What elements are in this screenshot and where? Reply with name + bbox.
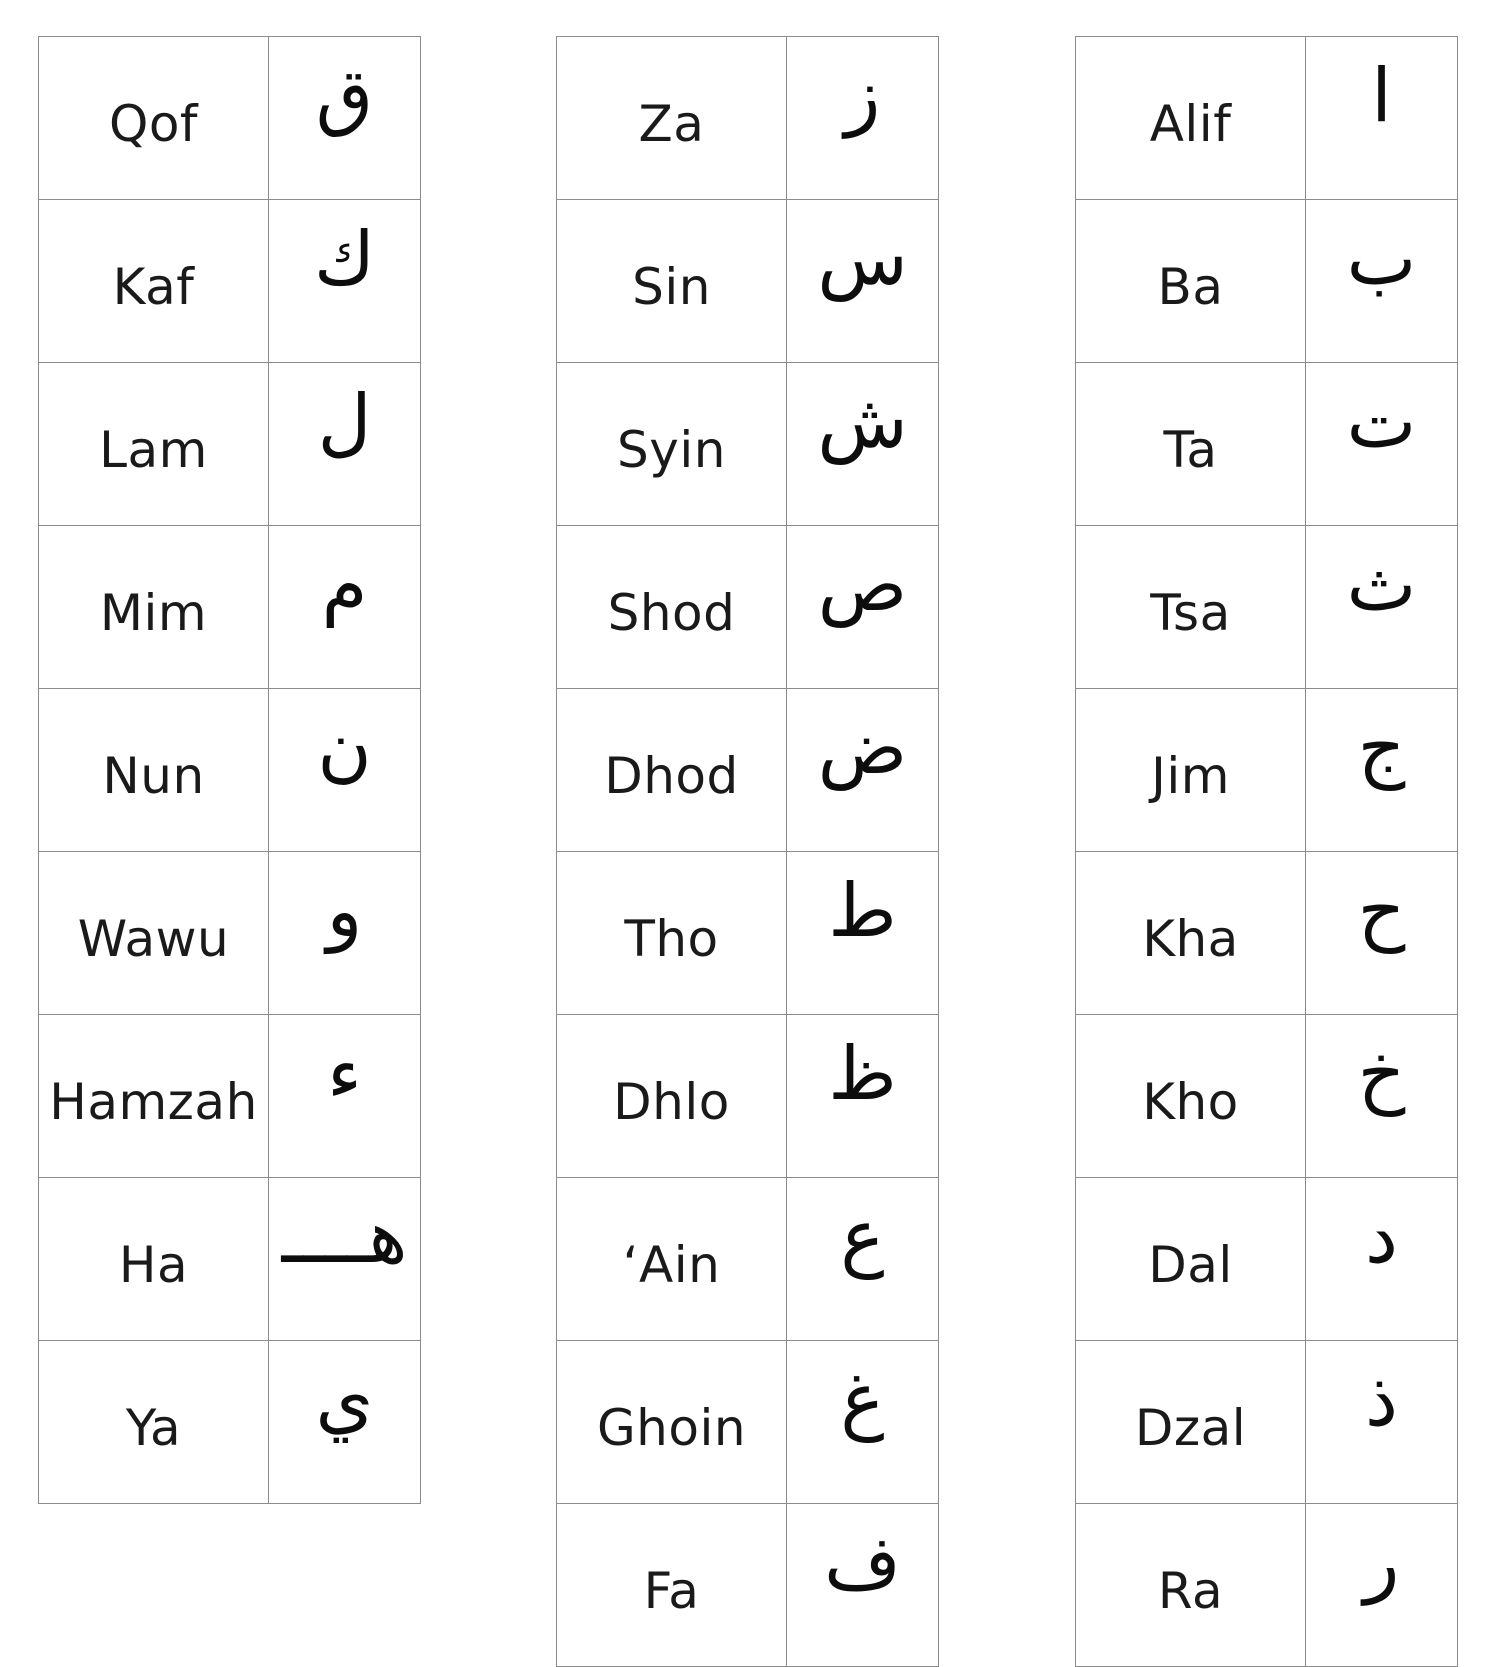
arabic-letter: ت	[1346, 379, 1417, 465]
arabic-letter: ر	[1363, 1520, 1400, 1606]
letter-name: ‘Ain	[557, 1178, 787, 1341]
letter-name: Alif	[1076, 37, 1306, 200]
arabic-letter-cell	[269, 200, 421, 363]
letter-row	[557, 363, 939, 526]
arabic-letter-cell	[787, 37, 939, 200]
letter-name: Nun	[39, 689, 269, 852]
letter-row	[557, 689, 939, 852]
letter-name: Ta	[1076, 363, 1306, 526]
arabic-letter: ظ	[828, 1031, 897, 1117]
letter-row	[39, 200, 421, 363]
letter-name: Kho	[1076, 1015, 1306, 1178]
letter-row	[1076, 1015, 1458, 1178]
letter-name: Hamzah	[39, 1015, 269, 1178]
arabic-letter: ذ	[1365, 1357, 1398, 1443]
arabic-letter-cell	[1306, 852, 1458, 1015]
letter-row	[39, 852, 421, 1015]
letter-row	[39, 1015, 421, 1178]
arabic-letter: ز	[844, 53, 881, 139]
arabic-letter-cell	[1306, 37, 1458, 200]
letter-name: Lam	[39, 363, 269, 526]
arabic-letter: ق	[315, 53, 374, 139]
letter-row	[557, 1178, 939, 1341]
arabic-letter: ب	[1346, 216, 1417, 302]
letter-name: Ghoin	[557, 1341, 787, 1504]
letter-row	[1076, 37, 1458, 200]
arabic-letter: ء	[327, 1031, 362, 1117]
arabic-letter-cell	[269, 1341, 421, 1504]
arabic-letter-cell	[787, 852, 939, 1015]
letter-row	[557, 1504, 939, 1667]
arabic-letter-cell	[1306, 1341, 1458, 1504]
letter-name: Sin	[557, 200, 787, 363]
arabic-letter: ي	[315, 1357, 374, 1443]
letter-name: Dal	[1076, 1178, 1306, 1341]
letter-row	[557, 37, 939, 200]
arabic-letter-cell	[1306, 526, 1458, 689]
letter-row	[1076, 1341, 1458, 1504]
arabic-letter: م	[321, 542, 368, 628]
arabic-letter: ن	[317, 705, 372, 791]
letter-name: Ra	[1076, 1504, 1306, 1667]
arabic-letter-cell	[1306, 689, 1458, 852]
arabic-letter-cell	[787, 526, 939, 689]
arabic-letter: ش	[817, 379, 908, 465]
arabic-letter-cell	[787, 200, 939, 363]
arabic-letter: غ	[840, 1357, 885, 1443]
arabic-letter: ا	[1371, 53, 1392, 139]
arabic-letter-cell	[1306, 1504, 1458, 1667]
letter-name: Dzal	[1076, 1341, 1306, 1504]
arabic-letter-cell	[269, 852, 421, 1015]
letter-row	[557, 200, 939, 363]
arabic-letter-cell	[787, 1504, 939, 1667]
letter-name: Kaf	[39, 200, 269, 363]
arabic-letter: ث	[1346, 542, 1417, 628]
letter-table-middle	[556, 36, 939, 1667]
arabic-letter-cell	[269, 37, 421, 200]
letter-table-right	[1075, 36, 1458, 1667]
letter-name: Ha	[39, 1178, 269, 1341]
letter-row	[557, 526, 939, 689]
arabic-letter: ج	[1357, 705, 1406, 791]
arabic-letter: ص	[817, 542, 908, 628]
letter-name: Shod	[557, 526, 787, 689]
arabic-letter-cell	[1306, 1015, 1458, 1178]
arabic-letter-cell	[1306, 200, 1458, 363]
letter-name: Qof	[39, 37, 269, 200]
letter-row	[557, 1341, 939, 1504]
letter-row	[1076, 852, 1458, 1015]
letter-row	[39, 37, 421, 200]
arabic-letter: هــــ	[281, 1194, 408, 1280]
letter-row	[39, 526, 421, 689]
letter-name: Ya	[39, 1341, 269, 1504]
letter-name: Tho	[557, 852, 787, 1015]
arabic-letter-cell	[269, 1178, 421, 1341]
letter-row	[39, 1178, 421, 1341]
arabic-letter-cell	[269, 363, 421, 526]
arabic-letter-cell	[787, 689, 939, 852]
arabic-letter: خ	[1357, 1031, 1406, 1117]
arabic-letter: و	[326, 868, 363, 954]
arabic-letter-cell	[1306, 1178, 1458, 1341]
arabic-letter-cell	[269, 689, 421, 852]
arabic-letter: ط	[828, 868, 897, 954]
letter-name: Jim	[1076, 689, 1306, 852]
letter-name: Fa	[557, 1504, 787, 1667]
arabic-letter: ض	[817, 705, 908, 791]
arabic-letter-cell	[787, 1015, 939, 1178]
letter-row	[1076, 363, 1458, 526]
letter-row	[1076, 1504, 1458, 1667]
arabic-letter: د	[1365, 1194, 1398, 1280]
letter-row	[1076, 689, 1458, 852]
letter-table-left	[38, 36, 421, 1504]
letter-name: Za	[557, 37, 787, 200]
arabic-letter: س	[817, 216, 908, 302]
arabic-letter-cell	[787, 1341, 939, 1504]
letter-row	[39, 689, 421, 852]
letter-row	[1076, 526, 1458, 689]
arabic-letter-cell	[269, 526, 421, 689]
letter-name: Dhod	[557, 689, 787, 852]
arabic-letter: ك	[314, 216, 375, 302]
letter-row	[557, 1015, 939, 1178]
arabic-letter: ف	[824, 1520, 901, 1606]
arabic-letter-cell	[787, 1178, 939, 1341]
letter-row	[557, 852, 939, 1015]
letter-row	[39, 363, 421, 526]
letter-name: Syin	[557, 363, 787, 526]
letter-name: Dhlo	[557, 1015, 787, 1178]
letter-name: Kha	[1076, 852, 1306, 1015]
letter-name: Wawu	[39, 852, 269, 1015]
letter-name: Ba	[1076, 200, 1306, 363]
arabic-letter: ع	[840, 1194, 885, 1280]
letter-name: Mim	[39, 526, 269, 689]
letter-row	[1076, 200, 1458, 363]
arabic-letter: ل	[317, 379, 372, 465]
arabic-letter-cell	[269, 1015, 421, 1178]
letter-name: Tsa	[1076, 526, 1306, 689]
letter-row	[39, 1341, 421, 1504]
arabic-letter: ح	[1357, 868, 1406, 954]
arabic-letter-cell	[787, 363, 939, 526]
letter-row	[1076, 1178, 1458, 1341]
arabic-letter-cell	[1306, 363, 1458, 526]
